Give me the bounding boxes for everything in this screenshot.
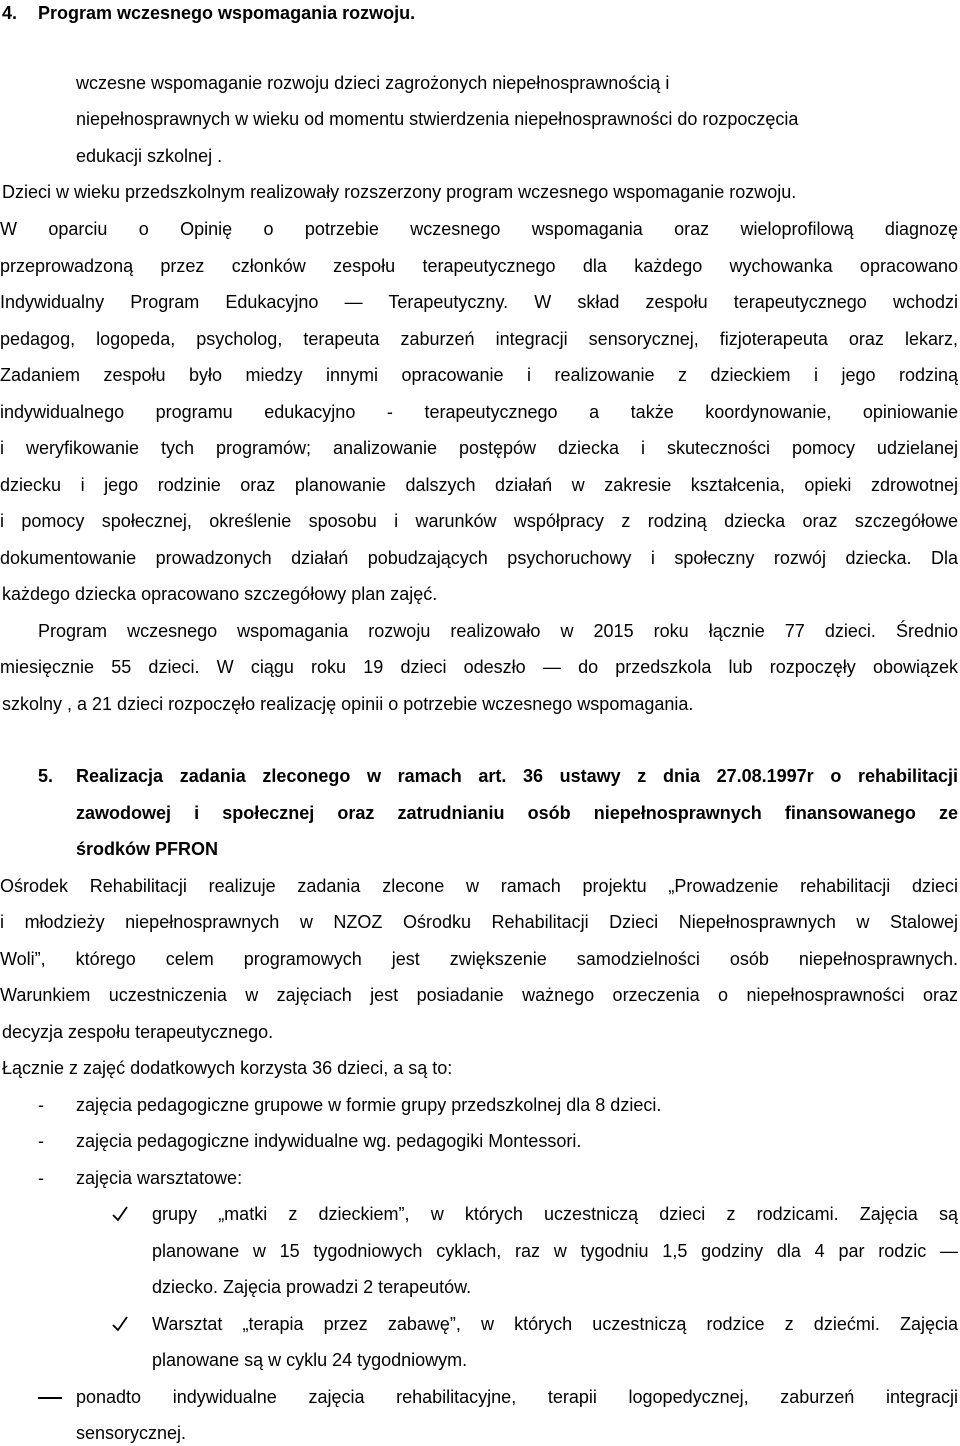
paragraph-line: Indywidualny Program Edukacyjno — Terapeutyczny. W skład zespołu terapeutycznego wchodzi	[0, 292, 958, 312]
paragraph-line: i młodzieży niepełnosprawnych w NZOZ Ośrodku Rehabilitacji Dzieci Niepełnosprawnych w Stalowej	[0, 912, 958, 932]
intro-line-3: edukacji szkolnej .	[76, 146, 223, 166]
summary-line: szkolny , a 21 dzieci rozpoczęło realizację opinii o potrzebie wczesnego wspomagania.	[2, 694, 694, 714]
list-dash-marker: -	[38, 1131, 44, 1151]
intro-line-2: niepełnosprawnych w wieku od momentu stwierdzenia niepełnosprawności do rozpoczęcia	[76, 109, 799, 129]
paragraph-line: W oparciu o Opinię o potrzebie wczesnego wspomagania oraz wieloprofilową diagnozę	[0, 219, 958, 239]
section-5-heading-line: Realizacja zadania zleconego w ramach art. 36 ustawy z dnia 27.08.1997r o rehabilitacji	[76, 766, 958, 786]
paragraph-line: Łącznie z zajęć dodatkowych korzysta 36 dzieci, a są to:	[2, 1058, 453, 1078]
paragraph-line: każdego dziecka opracowano szczegółowy plan zajęć.	[2, 584, 438, 604]
paragraph-line: dokumentowanie prowadzonych działań pobudzających psychoruchowy i społeczny rozwój dziecka. Dla	[0, 548, 958, 568]
sublist-item-line: planowane w 15 tygodniowych cyklach, raz w tygodniu 1,5 godziny dla 4 par rodzic —	[152, 1241, 958, 1261]
list-dash-marker: -	[38, 1095, 44, 1115]
list-item: zajęcia warsztatowe:	[76, 1168, 243, 1188]
list-dash-marker: -	[38, 1168, 44, 1188]
intro-line-1: wczesne wspomaganie rozwoju dzieci zagrożonych niepełnosprawnością i	[76, 73, 670, 93]
list-item: zajęcia pedagogiczne indywidualne wg. pedagogiki Montessori.	[76, 1131, 582, 1151]
list-item: ponadto indywidualne zajęcia rehabilitacyjne, terapii logopedycznej, zaburzeń integracji	[76, 1387, 958, 1407]
summary-line: miesięcznie 55 dzieci. W ciągu roku 19 dzieci odeszło — do przedszkola lub rozpoczęły obowiązek	[0, 657, 958, 677]
paragraph-line: indywidualnego programu edukacyjno - terapeutycznego a także koordynowanie, opiniowanie	[0, 402, 958, 422]
paragraph-line: przeprowadzoną przez członków zespołu terapeutycznego dla każdego wychowanka opracowano	[0, 256, 958, 276]
section-4-title: Program wczesnego wspomagania rozwoju.	[38, 3, 416, 23]
paragraph-line: Dzieci w wieku przedszkolnym realizowały rozszerzony program wczesnego wspomaganie rozwoju.	[2, 182, 797, 202]
paragraph-line: dziecku i jego rodzinie oraz planowanie dalszych działań w zakresie kształcenia, opieki zdrowotnej	[0, 475, 958, 495]
list-item: sensorycznej.	[76, 1423, 187, 1443]
paragraph-line: i weryfikowanie tych programów; analizowanie postępów dziecka i skuteczności pomocy udzielanej	[0, 438, 958, 458]
paragraph-line: i pomocy społecznej, określenie sposobu i warunków współpracy z rodziną dziecka oraz szczegółowe	[0, 511, 958, 531]
sublist-item-line: grupy „matki z dzieckiem”, w których uczestniczą dzieci z rodzicami. Zajęcia są	[152, 1204, 958, 1224]
section-4-number: 4.	[2, 3, 18, 23]
paragraph-line: Warunkiem uczestniczenia w zajęciach jest posiadanie ważnego orzeczenia o niepełnosprawności oraz	[0, 985, 958, 1005]
section-5-number: 5.	[38, 766, 54, 786]
paragraph-line: decyzja zespołu terapeutycznego.	[2, 1022, 274, 1042]
sublist-item-line: planowane są w cyklu 24 tygodniowym.	[152, 1350, 468, 1370]
paragraph-line: Ośrodek Rehabilitacji realizuje zadania zlecone w ramach projektu „Prowadzenie rehabilitacji dzieci	[0, 876, 958, 896]
checkmark-icon	[112, 1316, 128, 1332]
sublist-item-line: Warsztat „terapia przez zabawę”, w których uczestniczą rodzice z dziećmi. Zajęcia	[152, 1314, 958, 1334]
paragraph-line: pedagog, logopeda, psycholog, terapeuta zaburzeń integracji sensorycznej, fizjoterapeuta oraz lekarz,	[0, 329, 958, 349]
list-item: zajęcia pedagogiczne grupowe w formie grupy przedszkolnej dla 8 dzieci.	[76, 1095, 662, 1115]
section-5-heading-line: zawodowej i społecznej oraz zatrudnianiu osób niepełnosprawnych finansowanego ze	[76, 803, 958, 823]
checkmark-icon	[112, 1206, 128, 1222]
section-5-heading-line: środków PFRON	[76, 839, 219, 859]
long-dash-marker	[38, 1397, 62, 1399]
paragraph-line: Woli”, którego celem programowych jest zwiększenie samodzielności osób niepełnosprawnych.	[0, 949, 958, 969]
summary-line: Program wczesnego wspomagania rozwoju realizowało w 2015 roku łącznie 77 dzieci. Średnio	[38, 621, 958, 641]
paragraph-line: Zadaniem zespołu było miedzy innymi opracowanie i realizowanie z dzieckiem i jego rodziną	[0, 365, 958, 385]
sublist-item-line: dziecko. Zajęcia prowadzi 2 terapeutów.	[152, 1277, 472, 1297]
